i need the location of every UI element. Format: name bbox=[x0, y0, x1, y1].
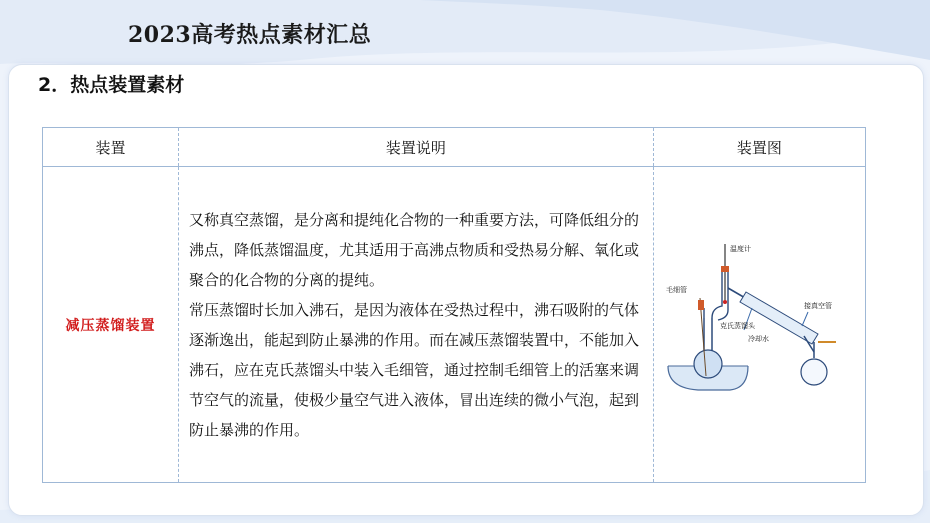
vacuum-distillation-diagram bbox=[664, 238, 854, 408]
label-cooling-water: 冷却水 bbox=[748, 334, 770, 343]
device-description bbox=[178, 167, 653, 483]
table-header-row bbox=[43, 128, 866, 167]
label-claisen-head: 克氏蒸馏头 bbox=[720, 321, 756, 330]
device-table bbox=[42, 127, 866, 483]
header-diagram: 装置图 bbox=[653, 128, 865, 167]
description-paragraph-1: 又称真空蒸馏，是分离和提纯化合物的一种重要方法，可降低组分的沸点，降低蒸馏温度，尤其适用于高沸点物质和受热易分解、氧化或聚合的化合物的分离的提纯。 bbox=[188, 210, 639, 289]
label-capillary: 毛细管 bbox=[666, 285, 688, 294]
label-vacuum-tube: 接真空管 bbox=[804, 301, 833, 310]
slide-title: 2023高考热点素材汇总 bbox=[128, 22, 372, 48]
description-paragraph-2: 常压蒸馏时长加入沸石，是因为液体在受热过程中，沸石吸附的气体逐渐逸出，能起到防止暴沸的作用。而在减压蒸馏装置中，不能加入沸石，应在克氏蒸馏头中装入毛细管，通过控制毛细管上的活塞来调节空气的流量，使极少量空气进入液体，冒出连续的微小气泡，起到防止暴沸的作用。 bbox=[188, 300, 639, 439]
header-device: 装置 bbox=[43, 128, 179, 167]
device-diagram-cell bbox=[653, 167, 865, 483]
table-row bbox=[43, 167, 866, 483]
device-name: 减压蒸馏装置 bbox=[65, 317, 156, 334]
header-description: 装置说明 bbox=[178, 128, 653, 167]
section-heading: 2．热点装置素材 bbox=[38, 74, 185, 96]
label-thermometer: 温度计 bbox=[730, 244, 752, 253]
